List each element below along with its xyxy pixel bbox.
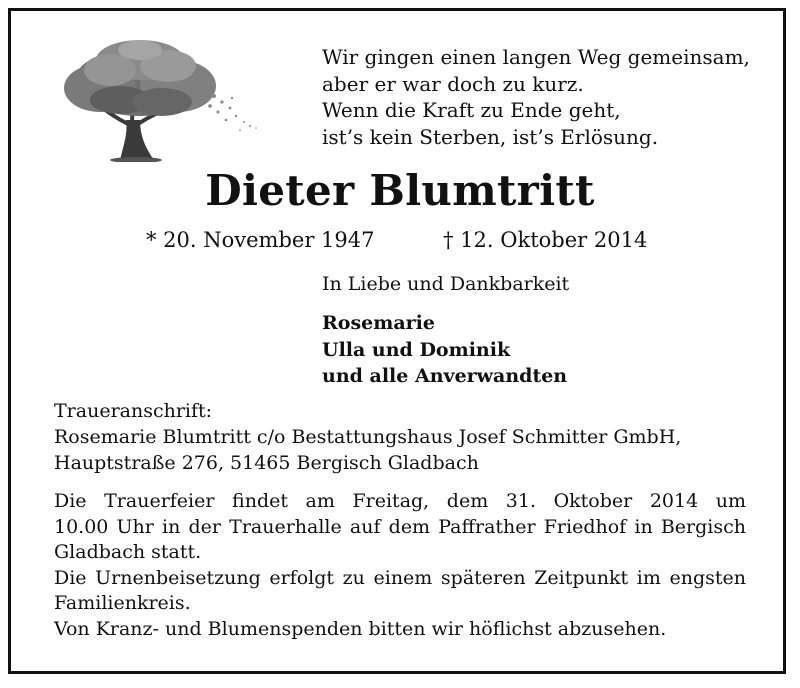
poem-line: ist’s kein Sterben, ist’s Erlösung. [322, 124, 659, 149]
flowers-line: Von Kranz- und Blumenspenden bitten wir höflichst abzusehen. [54, 617, 667, 640]
ceremony-line: Gladbach statt. [54, 541, 202, 563]
mourning-address [54, 398, 681, 476]
poem [322, 44, 750, 150]
deceased-name: Dieter Blumtritt [205, 166, 595, 215]
address-heading: Traueranschrift: [54, 400, 213, 422]
announcement [54, 489, 746, 642]
mourner: Ulla und Dominik [322, 338, 511, 361]
urn-line: Familienkreis. [54, 592, 191, 614]
death-date: † 12. Oktober 2014 [443, 228, 648, 252]
mourner: Rosemarie [322, 312, 435, 334]
ceremony-line: 10.00 Uhr in der Trauerhalle auf dem Paffrather Friedhof in Bergisch [54, 515, 746, 538]
poem-line: Wir gingen einen langen Weg gemeinsam, [322, 45, 750, 69]
mourners-list [322, 310, 567, 390]
poem-line: aber er war doch zu kurz. [322, 71, 584, 96]
address-line: Rosemarie Blumtritt c/o Bestattungshaus Josef Schmitter GmbH, [54, 426, 682, 448]
dedication: In Liebe und Dankbarkeit [322, 273, 570, 295]
birth-date: * 20. November 1947 [146, 228, 375, 252]
mourner: und alle Anverwandten [322, 365, 568, 387]
address-line: Hauptstraße 276, 51465 Bergisch Gladbach [54, 452, 479, 474]
ceremony-line: Die Trauerfeier findet am Freitag, dem 31. Oktober 2014 um [54, 490, 746, 512]
urn-line: Die Urnenbeisetzung erfolgt zu einem späteren Zeitpunkt im engsten [54, 566, 746, 589]
tree-illustration [50, 36, 262, 162]
poem-line: Wenn die Kraft zu Ende geht, [322, 98, 621, 122]
